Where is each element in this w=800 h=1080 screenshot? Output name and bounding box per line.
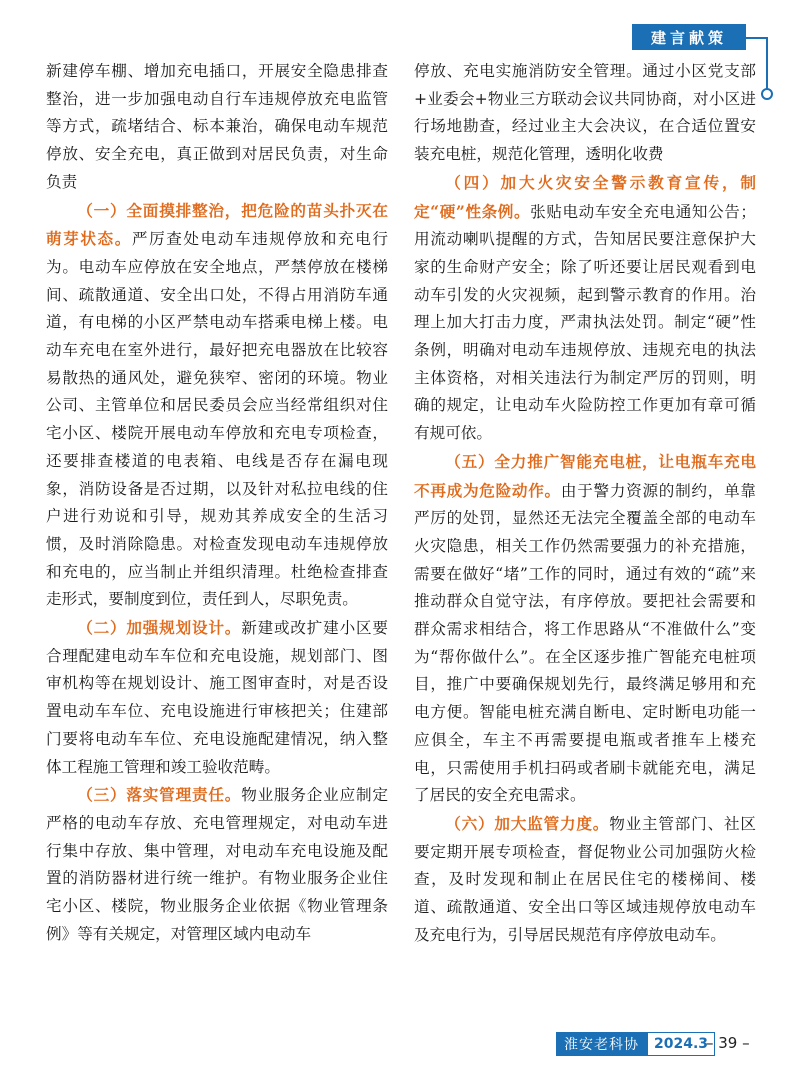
- paragraph-body: 张贴电动车安全充电通知公告；用流动喇叭提醒的方式，告知居民要注意保护大家的生命财产安全；除了听还要让居民观看到电动车引发的火灾视频，起到警示教育的作用。治理上加大打击力度，严肃执法处罚。制定“硬”性条例，明确对电动车违规停放、违规充电的执法主体资格，对相关违法行为制定严厉的罚则，明确的规定，让电动车火险防控工作更加有章可循有规可依。: [414, 202, 756, 443]
- right-column: [414, 58, 756, 950]
- section-heading: （五）全力推广智能充电桩，让电瓶车充电不再成为危险动作。: [414, 451, 756, 500]
- section-tag: 建言献策: [632, 24, 746, 50]
- footer-journal-badge: [556, 1032, 715, 1056]
- section-heading: （一）全面摸排整治，把危险的苗头扑灭在萌芽状态。: [46, 200, 388, 249]
- page-number: – 39 –: [706, 1034, 750, 1052]
- issue-number: 2024.3: [647, 1032, 715, 1056]
- header-decor-dot: [761, 88, 773, 100]
- paragraph-body: 由于警力资源的制约，单靠严厉的处罚，显然还无法完全覆盖全部的电动车火灾隐患，相关工作仍然需要强力的补充措施，需要在做好“堵”工作的同时，通过有效的“疏”来推动群众自觉守法，有序停放。要把社会需要和群众需求相结合，将工作思路从“不准做什么”变为“帮你做什么”。在全区逐步推广智能充电桩项目，推广中要确保规划先行，最终满足够用和充电方便。智能电桩充满自断电、定时断电功能一应俱全，车主不再需要提电瓶或者推车上楼充电，只需使用手机扫码或者刷卡就能充电，满足了居民的安全充电需求。: [414, 481, 756, 805]
- paragraph: [46, 197, 388, 615]
- paragraph: [46, 614, 388, 781]
- paragraph-body: 物业服务企业应制定严格的电动车存放、充电管理规定，对电动车进行集中存放、集中管理，对电动车充电设施及配置的消防器材进行统一维护。有物业服务企业住宅小区、楼院，物业服务企业依据《物业管理条例》等有关规定，对管理区域内电动车: [46, 786, 388, 943]
- section-heading: （六）加大监管力度。: [445, 813, 610, 833]
- paragraph: [414, 169, 756, 448]
- paragraph: [414, 448, 756, 810]
- journal-name: 淮安老科协: [556, 1032, 647, 1056]
- section-heading: （四）加大火灾安全警示教育宣传，制定“硬”性条例。: [414, 172, 756, 221]
- section-heading: （三）落实管理责任。: [77, 785, 242, 805]
- paragraph-body: 新建或改扩建小区要合理配建电动车车位和充电设施，规划部门、图审机构等在规划设计、施工图审查时，对是否设置电动车车位、充电设施进行审核把关；住建部门要将电动车车位、充电设施配建情况，纳入整体工程施工管理和竣工验收范畴。: [46, 619, 388, 776]
- paragraph: [46, 781, 388, 948]
- paragraph-body: 物业主管部门、社区要定期开展专项检查，督促物业公司加强防火检查，及时发现和制止在居民住宅的楼梯间、楼道、疏散通道、安全出口等区域违规停放电动车及充电行为，引导居民规范有序停放电动车。: [414, 814, 756, 944]
- paragraph: 停放、充电实施消防安全管理。通过小区党支部+业委会+物业三方联动会议共同协商，对小区进行场地勘查，经过业主大会决议，在合适位置安装充电桩，规范化管理，透明化收费: [414, 62, 756, 164]
- section-heading: （二）加强规划设计。: [77, 618, 242, 638]
- paragraph: 新建停车棚、增加充电插口，开展安全隐患排查整治，进一步加强电动自行车违规停放充电监管等方式，疏堵结合、标本兼治，确保电动车规范停放、安全充电，真正做到对居民负责，对生命负责: [46, 62, 388, 191]
- paragraph-body: 严厉查处电动车违规停放和充电行为。电动车应停放在安全地点，严禁停放在楼梯间、疏散通道、安全出口处，不得占用消防车通道，有电梯的小区严禁电动车搭乘电梯上楼。电动车充电在室外进行，最好把充电器放在比较容易散热的通风处，避免狭窄、密闭的环境。物业公司、主管单位和居民委员会应当经常组织对住宅小区、楼院开展电动车停放和充电专项检查，还要排查楼道的电表箱、电线是否存在漏电现象，消防设备是否过期，以及针对私拉电线的住户进行劝说和引导，规劝其养成安全的生活习惯，及时消除隐患。对检查发现电动车违规停放和充电的，应当制止并组织清理。杜绝检查排查走形式，要制度到位，责任到人，尽职免责。: [46, 230, 388, 609]
- paragraph: [414, 810, 756, 950]
- left-column: [46, 58, 388, 949]
